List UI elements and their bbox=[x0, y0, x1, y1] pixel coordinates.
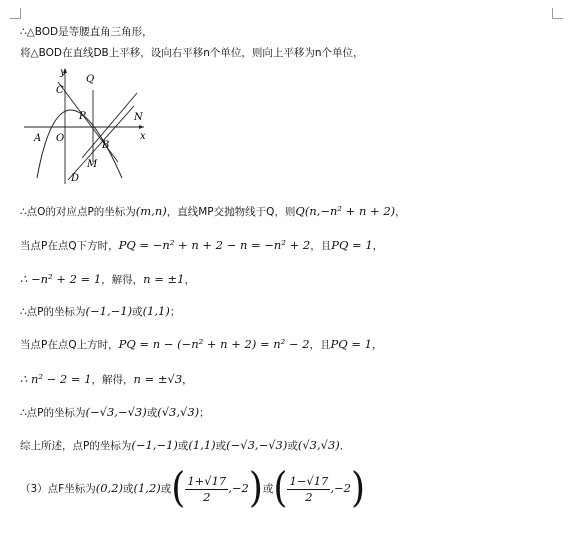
math: (1,1) bbox=[142, 304, 170, 318]
line-4 bbox=[20, 238, 383, 253]
text: ． bbox=[339, 440, 351, 452]
text: 或 bbox=[177, 440, 189, 452]
math: PQ = 1 bbox=[330, 337, 372, 351]
geometry-figure bbox=[20, 64, 150, 189]
math: ∴ n² − 2 = 1 bbox=[20, 372, 92, 386]
line-8 bbox=[20, 372, 193, 387]
line-7 bbox=[20, 337, 382, 352]
math: ,−2 bbox=[228, 481, 249, 495]
math: (−√3,−√3) bbox=[85, 405, 147, 419]
text: 或 bbox=[262, 483, 274, 495]
page-corner-mark-right bbox=[552, 8, 563, 19]
label-Q: Q bbox=[86, 74, 95, 85]
label-B: B bbox=[102, 140, 110, 151]
text: ∴点P的坐标为 bbox=[20, 306, 86, 318]
math: PQ = 1 bbox=[331, 238, 373, 252]
text: ，解得， bbox=[91, 374, 134, 386]
text: 或 bbox=[160, 483, 172, 495]
math: PQ = n − (−n² + n + 2) = n² − 2 bbox=[118, 337, 310, 351]
math: (−1,−1) bbox=[85, 304, 133, 318]
text: ∴点O的对应点P的坐标为 bbox=[20, 206, 136, 218]
math: n = ±1 bbox=[143, 272, 185, 286]
math: (m,n) bbox=[135, 204, 167, 218]
text: 将△BOD在直线DB上平移，设向右平移n个单位，则向上平移为n个单位， bbox=[20, 47, 364, 59]
text: 或 bbox=[123, 483, 134, 495]
math: (√3,√3) bbox=[297, 438, 340, 452]
label-C: C bbox=[56, 85, 64, 96]
math: ,−2 bbox=[330, 481, 351, 495]
label-P: P bbox=[79, 111, 86, 122]
label-x: x bbox=[140, 131, 146, 142]
line-DB bbox=[68, 106, 134, 180]
math: (√3,√3) bbox=[157, 405, 200, 419]
text: ， bbox=[371, 339, 383, 351]
text: ，解得， bbox=[101, 274, 144, 286]
line-10 bbox=[20, 438, 350, 453]
text: ，且 bbox=[310, 240, 332, 252]
text: 或 bbox=[146, 407, 158, 419]
line-6 bbox=[20, 304, 180, 319]
numerator: 1+√17 bbox=[187, 473, 227, 488]
line-11 bbox=[20, 464, 366, 512]
page-corner-mark-left bbox=[10, 8, 21, 19]
math: PQ = −n² + n + 2 − n = −n² + 2 bbox=[118, 238, 311, 252]
label-O: O bbox=[56, 133, 65, 144]
line-3 bbox=[20, 204, 406, 219]
label-N: N bbox=[134, 112, 143, 123]
text: ， bbox=[184, 274, 195, 286]
right-paren: ) bbox=[350, 464, 366, 512]
text: ， bbox=[372, 240, 384, 252]
text: 或 bbox=[215, 440, 227, 452]
text: ，且 bbox=[309, 339, 331, 351]
text: ； bbox=[169, 306, 181, 318]
math: (0,2) bbox=[95, 481, 123, 495]
text: 当点P在点Q上方时， bbox=[20, 339, 119, 351]
fraction bbox=[287, 474, 330, 505]
label-M: M bbox=[87, 159, 98, 170]
math: (−1,−1) bbox=[131, 438, 178, 452]
text: 当点P在点Q下方时， bbox=[20, 240, 119, 252]
right-paren: ) bbox=[248, 464, 263, 512]
text: ∴△BOD是等腰直角三角形， bbox=[20, 26, 153, 38]
math: Q(n,−n² + n + 2) bbox=[295, 204, 396, 218]
line-9 bbox=[20, 405, 210, 420]
text: ； bbox=[199, 407, 210, 419]
text: 或 bbox=[287, 440, 298, 452]
math: ∴ −n² + 2 = 1 bbox=[20, 272, 102, 286]
math: (1,1) bbox=[188, 438, 216, 452]
x-axis-arrow bbox=[139, 125, 144, 129]
line-2 bbox=[20, 45, 364, 60]
line-5 bbox=[20, 272, 195, 287]
text: ∴点P的坐标为 bbox=[20, 407, 86, 419]
math: (−√3,−√3) bbox=[226, 438, 288, 452]
text: ， bbox=[182, 374, 193, 386]
left-paren: ( bbox=[273, 464, 288, 512]
text: 或 bbox=[132, 306, 143, 318]
label-D: D bbox=[71, 173, 80, 184]
fraction bbox=[185, 474, 228, 505]
denominator: 2 bbox=[203, 489, 211, 504]
text: ，直线MP交抛物线于Q，则 bbox=[166, 206, 296, 218]
text: 综上所述，点P的坐标为 bbox=[20, 440, 132, 452]
denominator: 2 bbox=[305, 489, 313, 504]
text: ， bbox=[395, 206, 406, 218]
math: (1,2) bbox=[133, 481, 161, 495]
left-paren: ( bbox=[171, 464, 186, 512]
label-A: A bbox=[34, 133, 42, 144]
text: （3）点F坐标为 bbox=[20, 483, 96, 495]
line-1 bbox=[20, 24, 153, 39]
numerator: 1−√17 bbox=[289, 473, 329, 488]
math: n = ±√3 bbox=[133, 372, 183, 386]
label-y: y bbox=[60, 67, 66, 78]
